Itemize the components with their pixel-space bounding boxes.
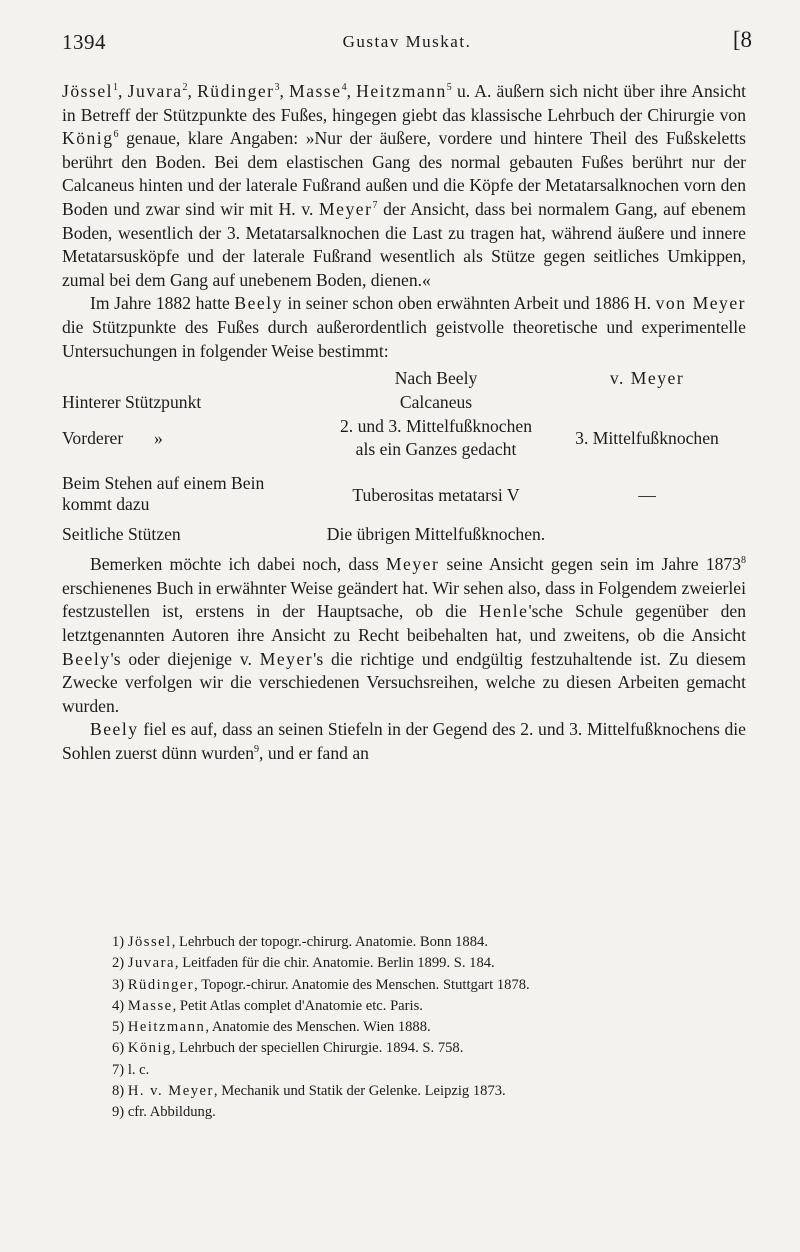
column-header-meyer: v. Meyer bbox=[609, 368, 685, 389]
footnote-number: 4) bbox=[112, 997, 125, 1014]
paragraph-2 bbox=[62, 292, 746, 363]
footnote bbox=[112, 1102, 732, 1123]
author-name: Meyer bbox=[259, 648, 314, 669]
meyer-cell: 3. Mittelfußknochen bbox=[575, 428, 719, 449]
text-run: in seiner schon oben erwähnten Arbeit und 1886 H. bbox=[282, 293, 656, 314]
author-name: Beely bbox=[90, 719, 139, 740]
footnote-text: , Mechanik und Statik der Gelenke. Leipzig 1873. bbox=[213, 1083, 506, 1100]
footnote-author: H. v. Meyer bbox=[127, 1083, 214, 1100]
text-run: , bbox=[118, 81, 128, 101]
text-run: , bbox=[279, 81, 290, 101]
footnote bbox=[112, 1081, 732, 1102]
footnote-author: Rüdinger bbox=[127, 976, 195, 993]
column-header-beely: Nach Beely bbox=[394, 368, 478, 389]
row-label: Vorderer » bbox=[62, 428, 163, 449]
footnote-ref: 3 bbox=[274, 82, 280, 94]
text-run: Bemerken möchte ich dabei noch, dass bbox=[90, 554, 386, 575]
footnote-ref: 4 bbox=[341, 82, 347, 94]
text-run: seine Ansicht gegen sein im Jahre 1873 bbox=[439, 554, 742, 575]
footnote-text: cfr. Abbildung. bbox=[127, 1104, 216, 1121]
body-text bbox=[62, 80, 746, 765]
footnote-ref: 7 bbox=[372, 200, 378, 212]
footnote-author: König bbox=[127, 1040, 172, 1057]
support-points-table bbox=[62, 367, 746, 551]
author-name: Meyer bbox=[319, 198, 373, 219]
author-name: Beely bbox=[234, 293, 283, 314]
table-header bbox=[62, 367, 746, 391]
author-name: Masse bbox=[289, 81, 342, 101]
footnote-text: , Petit Atlas complet d'Anatomie etc. Paris. bbox=[172, 997, 423, 1014]
running-title: Gustav Muskat. bbox=[342, 32, 472, 51]
table-row bbox=[62, 523, 746, 551]
row-label: Hinterer Stützpunkt bbox=[62, 392, 202, 413]
footnote-number: 5) bbox=[112, 1019, 125, 1036]
footnote-text: , Lehrbuch der topogr.-chirurg. Anatomie. Bonn 1884. bbox=[171, 934, 488, 950]
footnote-text: , Leitfaden für die chir. Anatomie. Berlin 1899. S. 184. bbox=[174, 955, 495, 972]
footnote-number: 3) bbox=[112, 976, 125, 993]
text-run: , bbox=[187, 81, 198, 101]
text-run: Im Jahre 1882 hatte bbox=[90, 293, 235, 314]
footnote bbox=[112, 932, 732, 953]
author-name: Beely bbox=[62, 648, 111, 669]
footnote bbox=[112, 1060, 732, 1081]
text-run: , bbox=[346, 81, 357, 101]
footnote-ref: 2 bbox=[182, 82, 188, 94]
table-row bbox=[62, 415, 746, 473]
footnote-number: 9) bbox=[112, 1104, 125, 1121]
row-label: Seitliche Stützen bbox=[62, 524, 181, 545]
beely-cell: Calcaneus bbox=[399, 392, 473, 413]
text-run: 's oder diejenige v. bbox=[110, 648, 260, 669]
author-name: Rüdinger bbox=[197, 81, 275, 101]
table-row bbox=[62, 473, 746, 523]
beely-cell: Tuberositas metatarsi V bbox=[352, 485, 520, 506]
footnote-number: 7) bbox=[112, 1061, 125, 1078]
footnote bbox=[112, 1038, 732, 1059]
footnote-text: , Topogr.-chirur. Anatomie des Menschen. Stuttgart 1878. bbox=[194, 976, 530, 993]
paragraph-3 bbox=[62, 553, 746, 718]
author-name: Jössel bbox=[62, 81, 114, 101]
text-run: die Stützpunkte des Fußes durch außerordentlich geistvolle theoretische und experimentelle Untersuchungen in folgender Weise bestimmt: bbox=[62, 316, 746, 361]
beely-cell: Die übrigen Mittelfußknochen. bbox=[326, 524, 546, 545]
text-run: , und er fand an bbox=[259, 742, 369, 763]
text-run: der Ansicht, dass bei normalem Gang, auf ebenem Boden, wesentlich der 3. Metatarsalknochen die Last zu tragen hat, während äußere und innere Metatarsusköpfe und der laterale Fußrand wesentlich als Stütze gegen seitliches Umkippen, zumal bei dem Gang auf unebenem Boden, dienen.« bbox=[62, 198, 746, 290]
text-run: 'sche Schule gegenüber den letztgenannten Autoren ihre Ansicht zu Recht beibehalten hat, und zweitens, ob die Ansicht bbox=[62, 601, 746, 645]
text-run: 's die richtige und endgültig festzuhaltende ist. Zu diesem Zwecke verfolgen wir die verschiedenen Versuchsreihen, welche zu diesen Arbeiten gemacht wurden. bbox=[62, 648, 746, 716]
footnote-number: 1) bbox=[112, 934, 125, 950]
author-name: Henle bbox=[478, 601, 529, 622]
footnote-author: Jössel bbox=[127, 934, 172, 950]
section-marker: [8 bbox=[732, 27, 752, 52]
text-run: erschienenes Buch in erwähnter Weise geändert hat. Wir sehen also, dass in Folgendem zweierlei festzustellen ist, erstens in der Hauptsache, ob die bbox=[62, 577, 746, 622]
footnotes bbox=[112, 932, 732, 1124]
footnote-author: Juvara bbox=[127, 955, 175, 972]
table-row bbox=[62, 391, 746, 415]
footnote-ref: 9 bbox=[254, 744, 260, 756]
footnote-ref: 8 bbox=[741, 555, 747, 567]
footnote-number: 8) bbox=[112, 1083, 125, 1100]
footnote bbox=[112, 1017, 732, 1038]
footnote bbox=[112, 975, 732, 996]
paragraph-4 bbox=[62, 718, 746, 765]
footnote-ref: 5 bbox=[446, 82, 452, 94]
footnote-text: l. c. bbox=[127, 1061, 150, 1078]
footnote bbox=[112, 953, 732, 974]
footnote-number: 6) bbox=[112, 1040, 125, 1057]
page-header bbox=[62, 27, 752, 64]
author-name: Juvara bbox=[127, 81, 183, 101]
page-number: 1394 bbox=[62, 30, 106, 54]
footnote-ref: 1 bbox=[113, 82, 119, 94]
text-run: u. A. äußern sich nicht über ihre Ansicht in Betreff der Stützpunkte des Fußes, hingegen giebt das klassische Lehrbuch der Chirurgie von bbox=[62, 81, 747, 125]
footnote-author: Masse bbox=[127, 997, 173, 1014]
footnote-text: , Lehrbuch der speciellen Chirurgie. 1894. S. 758. bbox=[171, 1040, 464, 1057]
author-name: Meyer bbox=[385, 554, 440, 575]
author-name: Heitzmann bbox=[356, 81, 447, 101]
author-name: von Meyer bbox=[655, 293, 746, 314]
beely-cell: 2. und 3. Mittelfußknochen als ein Ganzes gedacht bbox=[339, 416, 533, 460]
paragraph-1 bbox=[62, 80, 746, 292]
footnote-author: Heitzmann bbox=[127, 1019, 206, 1036]
footnote-ref: 6 bbox=[113, 129, 119, 141]
text-run: fiel es auf, dass an seinen Stiefeln in der Gegend des 2. und 3. Mittelfußknochens die Sohlen zuerst dünn wurden bbox=[62, 719, 746, 763]
footnote-text: , Anatomie des Menschen. Wien 1888. bbox=[205, 1019, 431, 1036]
text-run: genaue, klare Angaben: »Nur der äußere, vordere und hintere Theil des Fußskeletts berührt den Boden. Bei dem elastischen Gang des normal gebauten Fußes berührt nur der Calcaneus hinten und der laterale Fußrand außen und die Köpfe der Metatarsalknochen vorn den Boden und zwar sind wir mit H. v. bbox=[62, 128, 746, 219]
footnote-number: 2) bbox=[112, 955, 125, 972]
meyer-cell: — bbox=[638, 485, 656, 506]
author-name: König bbox=[62, 128, 114, 149]
footnote bbox=[112, 996, 732, 1017]
row-label: Beim Stehen auf einem Bein kommt dazu bbox=[62, 473, 265, 515]
